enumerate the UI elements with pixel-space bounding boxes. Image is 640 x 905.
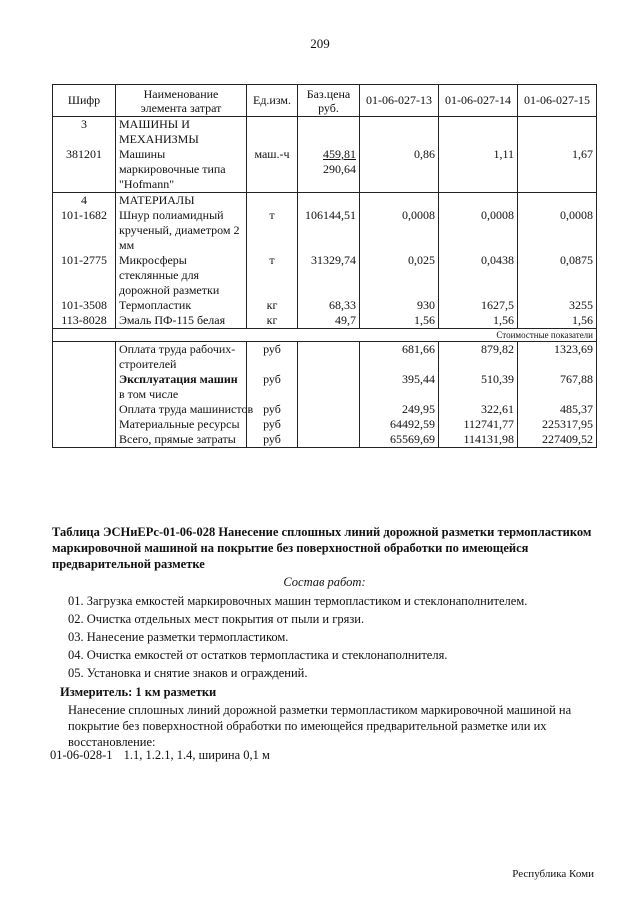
norm-code-line (50, 748, 270, 763)
table-header-row (53, 85, 597, 117)
row-value-2: 0,0008 (439, 208, 518, 253)
total-name-main: Эксплуатация машин (119, 372, 238, 386)
including-label: в том числе (119, 387, 179, 401)
description-paragraph: Нанесение сплошных линий дорожной разметки термопластиком маркировочной машиной на покрытие без поверхностной обработки по имеющейся предварительной разметке или их восстановление: (68, 703, 572, 749)
row-value-3: 0,0875 (518, 253, 597, 298)
header-code: Шифр (53, 85, 116, 117)
total-name: Оплата труда рабочих-строителей (116, 342, 247, 373)
total-value-3: 1323,69 (518, 342, 597, 373)
row-value-1: 0,0008 (360, 208, 439, 253)
measurer: Измеритель: 1 км разметки (60, 685, 217, 699)
row-code: 101-3508 (53, 298, 116, 313)
row-name: Шнур полиамидный крученый, диаметром 2 мм (116, 208, 247, 253)
row-code: 381201 (53, 147, 116, 193)
row-value-1: 0,025 (360, 253, 439, 298)
row-price: 106144,51 (298, 208, 360, 253)
work-item: 01. Загрузка емкостей маркировочных машин термопластиком и стеклонаполнителем. (68, 594, 528, 608)
total-row-direct (53, 432, 597, 448)
work-item: 04. Очистка емкостей от остатков термопластика и стеклонаполнителя. (68, 648, 448, 662)
row-unit: кг (247, 298, 298, 313)
table-row (53, 298, 597, 313)
header-col3: 01-06-027-15 (518, 85, 597, 117)
row-value-1: 1,56 (360, 313, 439, 329)
total-unit: руб (247, 432, 298, 448)
total-row-operators (53, 402, 597, 417)
total-value-1: 395,44 (360, 372, 439, 402)
norm-code-text: 1.1, 1.2.1, 1.4, ширина 0,1 м (123, 748, 270, 762)
header-unit: Ед.изм. (247, 85, 298, 117)
total-unit: руб (247, 402, 298, 417)
row-name: Микросферы стеклянные для дорожной разметки (116, 253, 247, 298)
row-unit: маш.-ч (247, 147, 298, 193)
total-value-1: 65569,69 (360, 432, 439, 448)
total-value-2: 879,82 (439, 342, 518, 373)
row-price: 68,33 (298, 298, 360, 313)
row-value-2: 0,0438 (439, 253, 518, 298)
work-item: 03. Нанесение разметки термопластиком. (68, 630, 289, 644)
total-value-1: 64492,59 (360, 417, 439, 432)
section-title: МАШИНЫ И МЕХАНИЗМЫ (116, 117, 247, 148)
header-col2: 01-06-027-14 (439, 85, 518, 117)
section-row-materials (53, 193, 597, 209)
table-row (53, 147, 597, 193)
row-name: Термопластик (116, 298, 247, 313)
work-list (68, 592, 597, 682)
cost-indicators-row (53, 329, 597, 342)
norm-code: 01-06-028-1 (50, 748, 113, 762)
section-row-machines (53, 117, 597, 148)
row-code: 101-1682 (53, 208, 116, 253)
table-row (53, 208, 597, 253)
row-code: 101-2775 (53, 253, 116, 298)
total-value-3: 225317,95 (518, 417, 597, 432)
table-description (52, 524, 597, 750)
total-value-1: 249,95 (360, 402, 439, 417)
row-value-2: 1,11 (439, 147, 518, 193)
row-value-3: 1,67 (518, 147, 597, 193)
row-price-secondary: 290,64 (323, 162, 356, 176)
table-row (53, 313, 597, 329)
row-value-3: 0,0008 (518, 208, 597, 253)
row-code: 113-8028 (53, 313, 116, 329)
total-value-2: 112741,77 (439, 417, 518, 432)
total-row-materials (53, 417, 597, 432)
row-name: Эмаль ПФ-115 белая (116, 313, 247, 329)
section-number: 3 (53, 117, 116, 148)
total-name: Оплата труда машинистов (116, 402, 247, 417)
work-item: 05. Установка и снятие знаков и ограждений. (68, 666, 308, 680)
row-value-2: 1627,5 (439, 298, 518, 313)
section-heading: Таблица ЭСНиЕРс-01-06-028 Нанесение сплошных линий дорожной разметки термопластиком маркировочной машиной на покрытие без поверхностной обработки по имеющейся предварительной разметке (52, 525, 592, 571)
header-price: Баз.цена руб. (298, 85, 360, 117)
row-unit: т (247, 253, 298, 298)
cost-indicators-label: Стоимостные показатели (53, 329, 597, 342)
table-row (53, 253, 597, 298)
total-unit: руб (247, 417, 298, 432)
section-number: 4 (53, 193, 116, 209)
total-value-3: 767,88 (518, 372, 597, 402)
total-row-machines (53, 372, 597, 402)
row-unit: т (247, 208, 298, 253)
page-number: 209 (310, 36, 330, 51)
total-name: Материальные ресурсы (116, 417, 247, 432)
total-name: Всего, прямые затраты (116, 432, 247, 448)
total-unit: руб (247, 372, 298, 402)
total-value-1: 681,66 (360, 342, 439, 373)
row-name: Машины маркировочные типа "Hofmann" (116, 147, 247, 193)
row-price: 49,7 (298, 313, 360, 329)
total-value-2: 322,61 (439, 402, 518, 417)
total-name (116, 372, 247, 402)
row-value-3: 1,56 (518, 313, 597, 329)
row-price-main: 459,81 (323, 147, 356, 161)
row-unit: кг (247, 313, 298, 329)
section-title: МАТЕРИАЛЫ (116, 193, 247, 209)
cost-table (52, 84, 597, 448)
row-price (298, 147, 360, 193)
footer-region: Республика Коми (512, 868, 594, 880)
total-row-labor (53, 342, 597, 373)
row-price: 31329,74 (298, 253, 360, 298)
row-value-2: 1,56 (439, 313, 518, 329)
row-value-1: 0,86 (360, 147, 439, 193)
header-name: Наименование элемента затрат (116, 85, 247, 117)
total-value-2: 114131,98 (439, 432, 518, 448)
work-item: 02. Очистка отдельных мест покрытия от пыли и грязи. (68, 612, 365, 626)
total-value-3: 227409,52 (518, 432, 597, 448)
composition-heading: Состав работ: (283, 575, 366, 589)
row-value-1: 930 (360, 298, 439, 313)
total-value-3: 485,37 (518, 402, 597, 417)
total-unit: руб (247, 342, 298, 373)
header-col1: 01-06-027-13 (360, 85, 439, 117)
row-value-3: 3255 (518, 298, 597, 313)
total-value-2: 510,39 (439, 372, 518, 402)
